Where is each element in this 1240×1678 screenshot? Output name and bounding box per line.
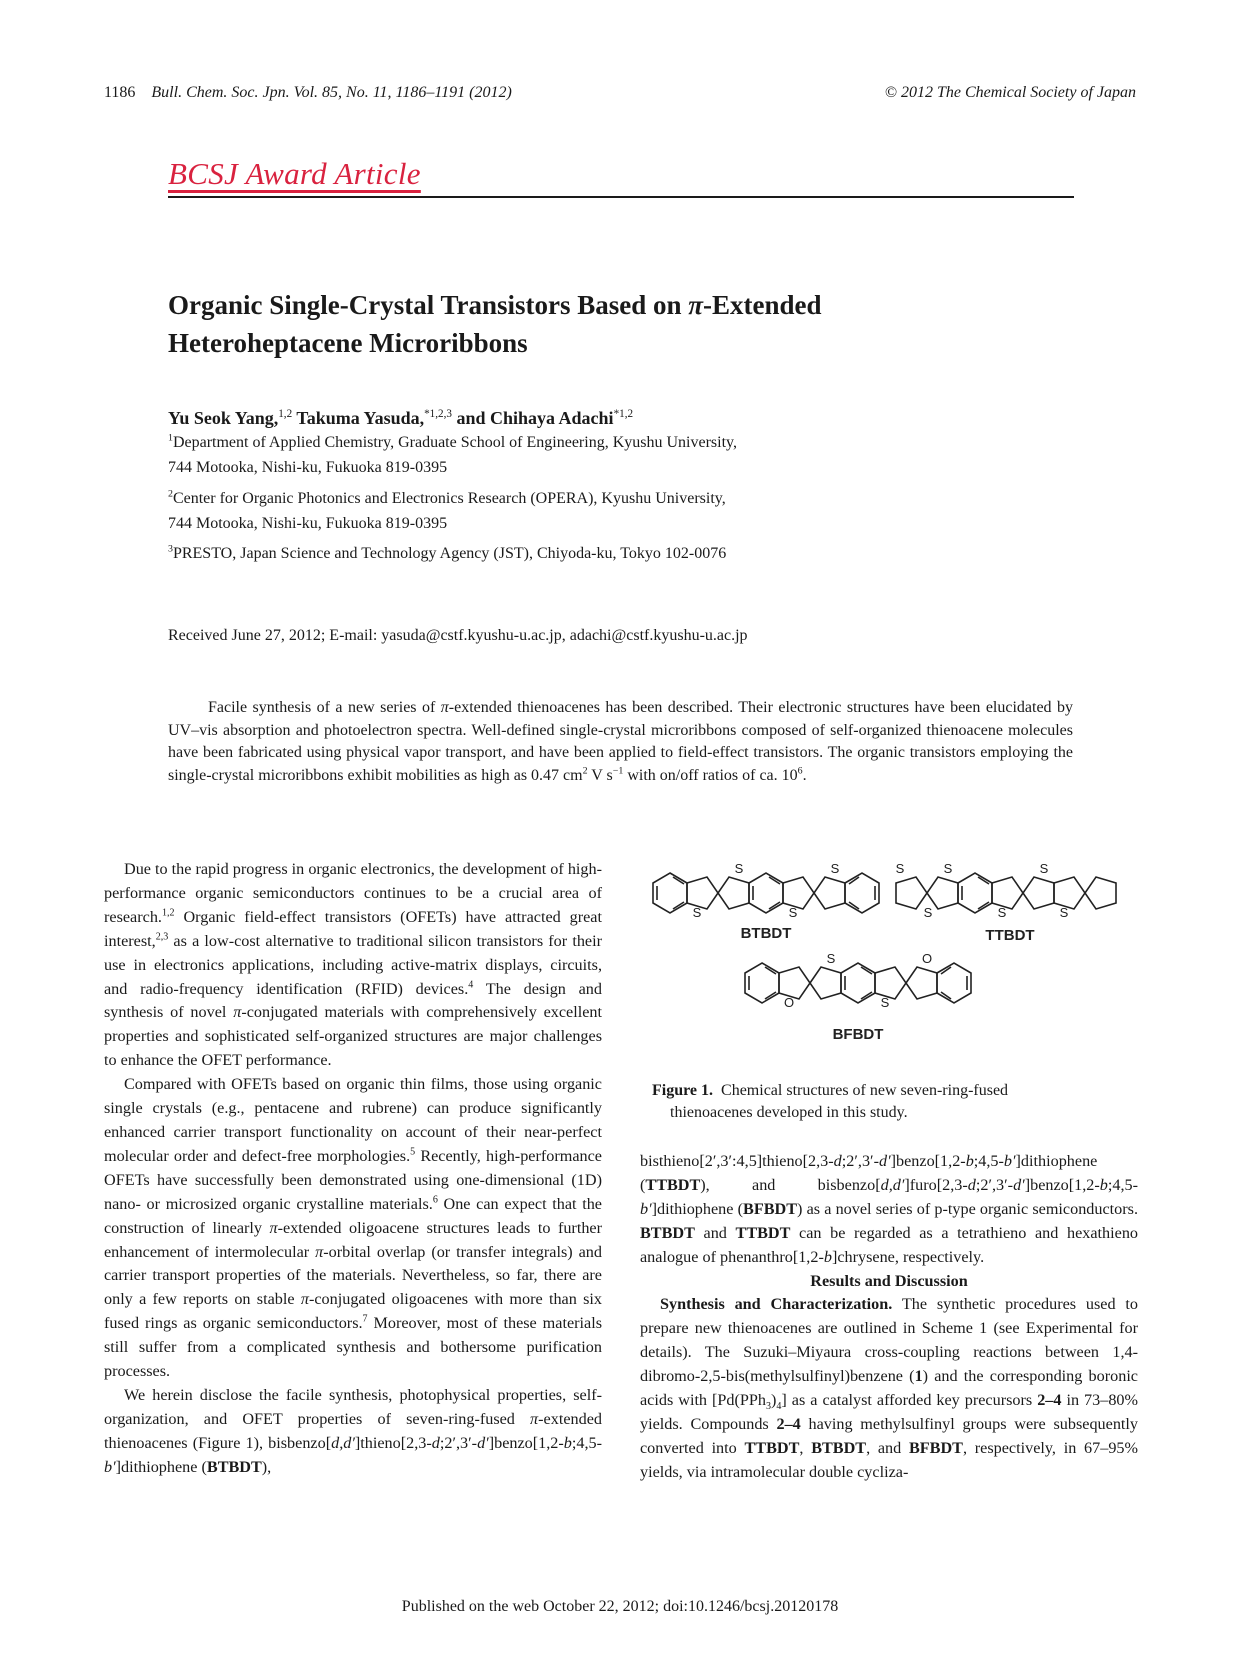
thiophene-ring	[810, 967, 841, 999]
title-part: Organic Single-Crystal Transistors Based on	[168, 290, 689, 320]
benzene-ring	[845, 873, 879, 913]
text: ;2′,3′-	[975, 1175, 1014, 1194]
text: We herein disclose the facile synthesis, photophysical properties, self-organization, and OFET properties of seven-ring-fused	[104, 1385, 602, 1428]
text: ;4,5-	[973, 1152, 1004, 1170]
affiliation-line: Center for Organic Photonics and Electronics Research (OPERA), Kyushu University,	[172, 490, 726, 507]
affiliation-line: PRESTO, Japan Science and Technology Agency (JST), Chiyoda-ku, Tokyo 102-0076	[172, 545, 727, 562]
pi-symbol: π	[315, 1242, 324, 1261]
article-type-label: BCSJ Award Article	[168, 156, 421, 191]
sulfur-atom-label: S	[1039, 861, 1049, 876]
compound-label-ttbdt: TTBDT	[985, 927, 1035, 944]
author-list	[168, 408, 1068, 429]
citation-text: Bull. Chem. Soc. Jpn. Vol. 85, No. 11, 1186–1191 (2012)	[151, 84, 512, 101]
italic-locant: d′	[477, 1433, 489, 1452]
figure-1-caption	[652, 1080, 1122, 1124]
btbdt-structure	[653, 873, 879, 913]
text: ]dithiophene (	[651, 1199, 744, 1218]
paragraph-compounds	[640, 1150, 1138, 1270]
compound-name: BFBDT	[909, 1438, 963, 1457]
compound-name: BTBDT	[206, 1457, 262, 1476]
sulfur-atom-label: S	[880, 995, 890, 1010]
abstract-text: V s	[587, 766, 613, 784]
author-2-affil: *1,2,3	[424, 408, 452, 420]
text: -orbital overlap (or transfer integrals) and carrier transport properties of the materials. Nevertheless, so far, there are only a few reports on stable	[104, 1242, 602, 1309]
compound-name: BTBDT	[811, 1438, 867, 1457]
text: ]chrysene, respectively.	[831, 1247, 985, 1266]
benzene-ring	[749, 873, 783, 913]
affiliation-line: 744 Motooka, Nishi-ku, Fukuoka 819-0395	[168, 459, 448, 476]
sulfur-atom-label: S	[997, 905, 1007, 920]
citation-ref: 5	[410, 1146, 416, 1158]
text: ] as a catalyst afforded key precursors	[781, 1391, 1038, 1410]
text: ;2′,3′-	[841, 1152, 879, 1170]
abstract-text: Facile synthesis of a new series of	[208, 699, 441, 716]
pi-symbol: π	[440, 699, 449, 716]
abstract	[168, 697, 1073, 787]
text: One can expect that the construction of linearly	[104, 1194, 602, 1237]
sulfur-atom-label: S	[826, 951, 836, 966]
sulfur-atom-label: S	[692, 905, 702, 920]
copyright-notice: © 2012 The Chemical Society of Japan	[884, 84, 1136, 101]
citation-ref: 2,3	[155, 931, 169, 943]
compound-name: TTBDT	[735, 1223, 791, 1242]
citation-ref: 7	[362, 1313, 368, 1325]
abstract-text: .	[802, 766, 807, 784]
sulfur-atom-label: S	[734, 861, 744, 876]
compound-name: BFBDT	[743, 1199, 798, 1218]
italic-locant: b	[563, 1433, 572, 1452]
journal-citation	[104, 84, 512, 102]
received-and-email: Received June 27, 2012; E-mail: yasuda@cstf.kyushu-u.ac.jp, adachi@cstf.kyushu-u.ac.jp	[168, 627, 748, 644]
text: as a low-cost alternative to traditional silicon transistors for their use in electronics applications, including active-matrix displays, circuits, and radio-frequency identification (RFID) devices.	[104, 931, 602, 998]
thiophene-ring	[783, 877, 814, 909]
text: , and	[866, 1438, 909, 1457]
text: Moreover, most of these materials still suffer from a complicated synthesis and bothersome purification processes.	[104, 1314, 602, 1381]
affiliation-line: Department of Applied Chemistry, Graduate School of Engineering, Kyushu University,	[172, 434, 737, 451]
subscript: 3	[766, 1401, 772, 1413]
paragraph-disclosure	[104, 1384, 602, 1480]
abstract-text: -extended thienoacenes has been described. Their electronic structures have been elucidated by UV–vis absorption and photoelectron spectra. Well-defined single-crystal microribbons composed of self-organized thienoacene molecules have been fabricated using physical vapor transport, and have been applied to field-effect transistors. The organic transistors employing the single-crystal microribbons exhibit mobilities as high as 0.47 cm	[168, 699, 1074, 784]
superscript: 6	[797, 765, 803, 777]
author-1-affil: 1,2	[278, 408, 293, 420]
article-type-banner	[168, 156, 1074, 198]
run-in-heading: Synthesis and Characterization.	[660, 1295, 893, 1314]
citation-ref: 6	[432, 1194, 438, 1206]
sulfur-atom-label: S	[1059, 905, 1069, 920]
text: ]dithiophene (	[640, 1152, 1098, 1194]
pi-symbol: π	[300, 1290, 309, 1309]
title-pi-symbol: π	[688, 290, 704, 320]
thiophene-ring	[896, 877, 927, 909]
furan-ring	[906, 967, 937, 999]
thiophene-ring	[875, 967, 906, 999]
thiophene-ring	[1054, 877, 1085, 909]
compound-label-btbdt: BTBDT	[740, 925, 792, 942]
sulfur-atom-label: S	[923, 905, 933, 920]
pi-symbol: π	[269, 1218, 278, 1237]
italic-locant: b	[823, 1247, 832, 1266]
text: Compared with OFETs based on organic thin films, those using organic single crystals (e.g., pentacene and rubrene) can produce significantly enhanced carrier transport functionality on account of their near-perfect molecular order and defect-free morphologies.	[104, 1075, 602, 1165]
text: ;4,5-	[1107, 1175, 1138, 1194]
affiliation-1	[168, 430, 1068, 480]
subscript: 4	[776, 1401, 782, 1413]
compound-name: TTBDT	[744, 1438, 800, 1457]
compound-number: 2–4	[1037, 1391, 1062, 1410]
text: ;2′,3′-	[439, 1433, 478, 1452]
thiophene-ring	[992, 877, 1023, 909]
affiliation-number: 2	[168, 488, 173, 500]
benzene-ring	[653, 873, 687, 913]
text: Organic field-effect transistors (OFETs) have attracted great interest,	[104, 907, 602, 950]
caption-number: Figure 1.	[652, 1082, 714, 1099]
citation-ref: 4	[468, 979, 474, 991]
sulfur-atom-label: S	[830, 861, 840, 876]
affiliation-line: 744 Motooka, Nishi-ku, Fukuoka 819-0395	[168, 515, 448, 532]
italic-locant: b′	[1003, 1152, 1016, 1170]
benzene-ring	[958, 873, 992, 913]
text: can be regarded as a tetrathieno and hexathieno analogue of phenanthro[1,2-	[640, 1223, 1139, 1266]
body-right-column	[640, 1150, 1138, 1485]
text: , respectively, in 67–95% yields, via intramolecular double cycliza-	[640, 1438, 1139, 1481]
thiophene-ring	[1023, 877, 1054, 909]
italic-locant: b′	[640, 1199, 652, 1218]
title-line-2: Heteroheptacene Microribbons	[168, 328, 528, 358]
compound-name: TTBDT	[645, 1175, 701, 1194]
author-3-affil: *1,2	[613, 408, 634, 420]
text: and	[694, 1223, 736, 1242]
italic-locant: b	[965, 1152, 974, 1170]
text: ]benzo[1,2-	[890, 1152, 966, 1170]
caption-text: Chemical structures of new seven-ring-fused	[721, 1082, 1009, 1099]
text: having methylsulfinyl groups were subsequently converted into	[640, 1414, 1138, 1457]
benzene-ring	[937, 963, 971, 1003]
thiophene-ring	[814, 877, 845, 909]
text: ]benzo[1,2-	[1024, 1175, 1100, 1194]
body-left-column	[104, 858, 602, 1480]
italic-locant: d,d′	[880, 1175, 905, 1194]
paragraph-synthesis	[640, 1293, 1138, 1484]
italic-locant: d	[967, 1175, 976, 1194]
text: )	[771, 1391, 777, 1410]
text: ) and the corresponding boronic acids with [Pd(PPh	[640, 1367, 1138, 1410]
page-number: 1186	[104, 84, 136, 101]
italic-locant: d	[431, 1433, 440, 1452]
sulfur-atom-label: S	[788, 905, 798, 920]
text: The design and synthesis of novel	[104, 979, 602, 1022]
thiophene-ring	[687, 877, 718, 909]
affiliation-3	[168, 541, 1068, 566]
oxygen-atom-label: O	[783, 995, 795, 1010]
text: -extended oligoacene structures leads to further enhancement of intermolecular	[104, 1218, 602, 1261]
chemical-structures-svg	[640, 855, 1138, 1055]
italic-locant: d′	[1013, 1175, 1025, 1194]
text: ) as a novel series of p-type organic semiconductors.	[797, 1199, 1138, 1218]
text: ;4,5-	[571, 1433, 602, 1452]
compound-label-bfbdt: BFBDT	[832, 1026, 884, 1043]
text: ,	[799, 1438, 812, 1457]
figure-1	[640, 855, 1138, 1055]
author-1: Yu Seok Yang,	[168, 408, 279, 428]
text: ]thieno[2,3-	[354, 1433, 432, 1452]
affiliation-2	[168, 486, 1068, 536]
benzene-ring	[841, 963, 875, 1003]
text: -extended thienoacenes (Figure 1), bisbenzo[	[104, 1409, 602, 1452]
sulfur-atom-label: S	[895, 861, 905, 876]
article-title	[168, 286, 1068, 362]
italic-locant: b′	[104, 1457, 116, 1476]
superscript: −1	[612, 765, 624, 777]
compound-number: 2–4	[776, 1414, 801, 1433]
sulfur-atom-label: S	[943, 861, 953, 876]
bfbdt-structure	[745, 963, 971, 1003]
italic-locant: d,d′	[331, 1433, 355, 1452]
thiophene-ring	[1085, 877, 1116, 909]
section-heading: Results and Discussion	[810, 1271, 968, 1290]
author-2: Takuma Yasuda,	[296, 408, 425, 428]
text: -conjugated oligoacenes with more than six fused rings as organic semiconductors.	[104, 1290, 603, 1333]
text: Due to the rapid progress in organic electronics, the development of high-performance organic semiconductors continues to be a crucial area of research.	[104, 860, 602, 926]
caption-text: thienoacenes developed in this study.	[670, 1104, 908, 1121]
text: ]benzo[1,2-	[488, 1433, 564, 1452]
author-3: Chihaya Adachi	[490, 408, 614, 428]
pi-symbol: π	[530, 1409, 539, 1428]
pi-symbol: π	[233, 1003, 242, 1022]
affiliation-number: 3	[168, 543, 173, 555]
paragraph-single-crystals	[104, 1073, 602, 1384]
abstract-text: with on/off ratios of ca. 10	[623, 766, 798, 784]
italic-locant: d′	[878, 1152, 891, 1170]
text: ]dithiophene (	[115, 1457, 207, 1476]
italic-locant: b	[1099, 1175, 1108, 1194]
paragraph-intro	[104, 858, 602, 1073]
citation-ref: 1,2	[161, 907, 175, 919]
superscript: 2	[582, 765, 588, 777]
italic-locant: d	[833, 1152, 842, 1170]
compound-number: 1	[914, 1367, 923, 1386]
oxygen-atom-label: O	[921, 951, 933, 966]
text: ),	[261, 1457, 272, 1476]
running-head	[104, 84, 1136, 106]
text: Recently, high-performance OFETs have successfully been demonstrated using one-dimensional (1D) nano- or microsized organic crystalline materials.	[104, 1146, 602, 1213]
compound-name: BTBDT	[640, 1223, 695, 1242]
text: in 73–80% yields. Compounds	[640, 1391, 1138, 1433]
text: The synthetic procedures used to prepare new thienoacenes are outlined in Scheme 1 (see Experimental for details). The Suzuki–Miyaura cross-coupling reactions between 1,4-dibromo-2,5-bis(methylsulfinyl)benzene (	[640, 1295, 1138, 1386]
thiophene-ring	[718, 877, 749, 909]
title-part: -Extended	[703, 290, 822, 320]
text: ), and bisbenzo[	[700, 1175, 881, 1194]
text: -conjugated materials with comprehensively excellent properties and sophisticated self-organized structures are major challenges to enhance the OFET performance.	[104, 1003, 602, 1070]
affiliation-number: 1	[168, 432, 173, 444]
author-and: and	[456, 408, 486, 428]
text: bisthieno[2′,3′:4,5]thieno[2,3-	[640, 1152, 834, 1170]
text: ]furo[2,3-	[904, 1175, 968, 1194]
benzene-ring	[745, 963, 779, 1003]
publication-footer: Published on the web October 22, 2012; doi:10.1246/bcsj.20120178	[401, 1598, 839, 1615]
